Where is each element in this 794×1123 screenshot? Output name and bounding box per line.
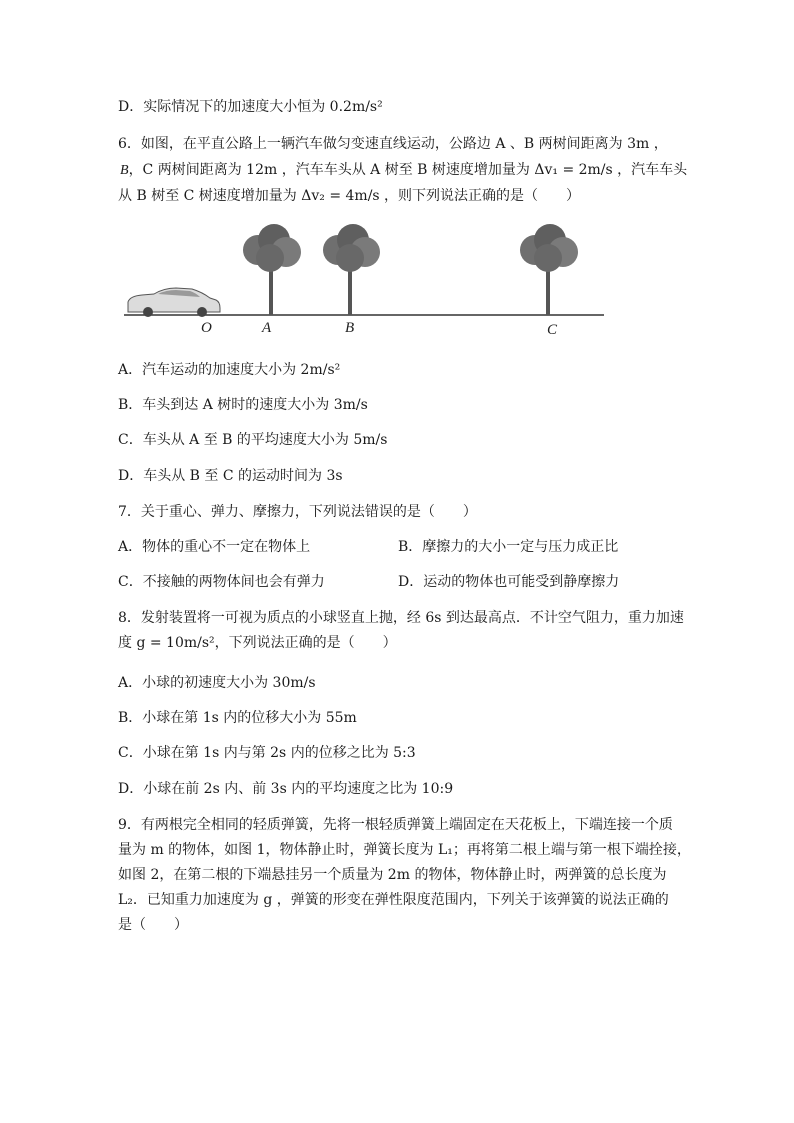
label-o: O <box>201 320 212 336</box>
q7-option-b: B．摩擦力的大小一定与压力成正比 <box>398 539 619 555</box>
car-icon <box>128 288 220 317</box>
q6-option-c: C．车头从 A 至 B 的平均速度大小为 5m/s <box>118 432 388 448</box>
q6-option-b: B．车头到达 A 树时的速度大小为 3m/s <box>118 397 368 413</box>
label-c: C <box>547 322 558 338</box>
q9-stem-line-4: L₂．已知重力加速度为 g ，弹簧的形变在弹性限度范围内，下列关于该弹簧的说法正确的 <box>118 892 669 908</box>
q8-option-c: C．小球在第 1s 内与第 2s 内的位移之比为 5:3 <box>118 745 416 761</box>
q6-stem-line-2 <box>120 160 687 181</box>
q8-stem-line-2: 度 g = 10m/s²，下列说法正确的是（ ） <box>118 635 397 651</box>
q8-option-b: B．小球在第 1s 内的位移大小为 55m <box>118 710 357 726</box>
q6-point-b: B <box>120 163 129 178</box>
q6-stem-line-3: 从 B 树至 C 树速度增加量为 Δv₂ = 4m/s ，则下列说法正确的是（ ） <box>118 188 581 204</box>
q7-option-c: C．不接触的两物体间也会有弹力 <box>118 574 325 590</box>
tree-b-icon <box>323 224 380 315</box>
q9-stem-line-5: 是（ ） <box>118 917 188 933</box>
q7-option-a: A．物体的重心不一定在物体上 <box>118 539 311 555</box>
tree-a-icon <box>243 224 301 315</box>
q6-stem-line-2-text: ，C 两树间距离为 12m ，汽车车头从 A 树至 B 树速度增加量为 Δv₁ = 2m/s ，汽车车头 <box>128 162 688 178</box>
q9-stem-line-2: 量为 m 的物体，如图 1，物体静止时，弹簧长度为 L₁；再将第二根上端与第一根下端拴接， <box>118 842 691 858</box>
road-diagram <box>118 222 638 342</box>
q9-stem-line-1: 9．有两根完全相同的轻质弹簧，先将一根轻质弹簧上端固定在天花板上，下端连接一个质 <box>118 817 673 833</box>
q8-option-a: A．小球的初速度大小为 30m/s <box>118 675 316 691</box>
q5-option-d: D．实际情况下的加速度大小恒为 0.2m/s² <box>118 99 383 115</box>
q6-option-d: D．车头从 B 至 C 的运动时间为 3s <box>118 468 343 484</box>
tree-c-icon <box>520 224 578 315</box>
q8-stem-line-1: 8．发射装置将一可视为质点的小球竖直上抛，经 6s 到达最高点．不计空气阻力，重力加速 <box>118 610 684 626</box>
q6-road-figure <box>118 222 638 342</box>
label-a: A <box>262 320 272 336</box>
q9-stem-line-3: 如图 2，在第二根的下端悬挂另一个质量为 2m 的物体，物体静止时，两弹簧的总长度为 <box>118 867 667 883</box>
q8-option-d: D．小球在前 2s 内、前 3s 内的平均速度之比为 10:9 <box>118 781 454 797</box>
q6-stem-line-1: 6．如图，在平直公路上一辆汽车做匀变速直线运动，公路边 A 、B 两树间距离为 3m ， <box>118 136 668 152</box>
q6-option-a: A．汽车运动的加速度大小为 2m/s² <box>118 362 341 378</box>
q7-stem: 7．关于重心、弹力、摩擦力，下列说法错误的是（ ） <box>118 504 477 520</box>
label-b: B <box>345 320 355 336</box>
q7-option-d: D．运动的物体也可能受到静摩擦力 <box>398 574 620 590</box>
